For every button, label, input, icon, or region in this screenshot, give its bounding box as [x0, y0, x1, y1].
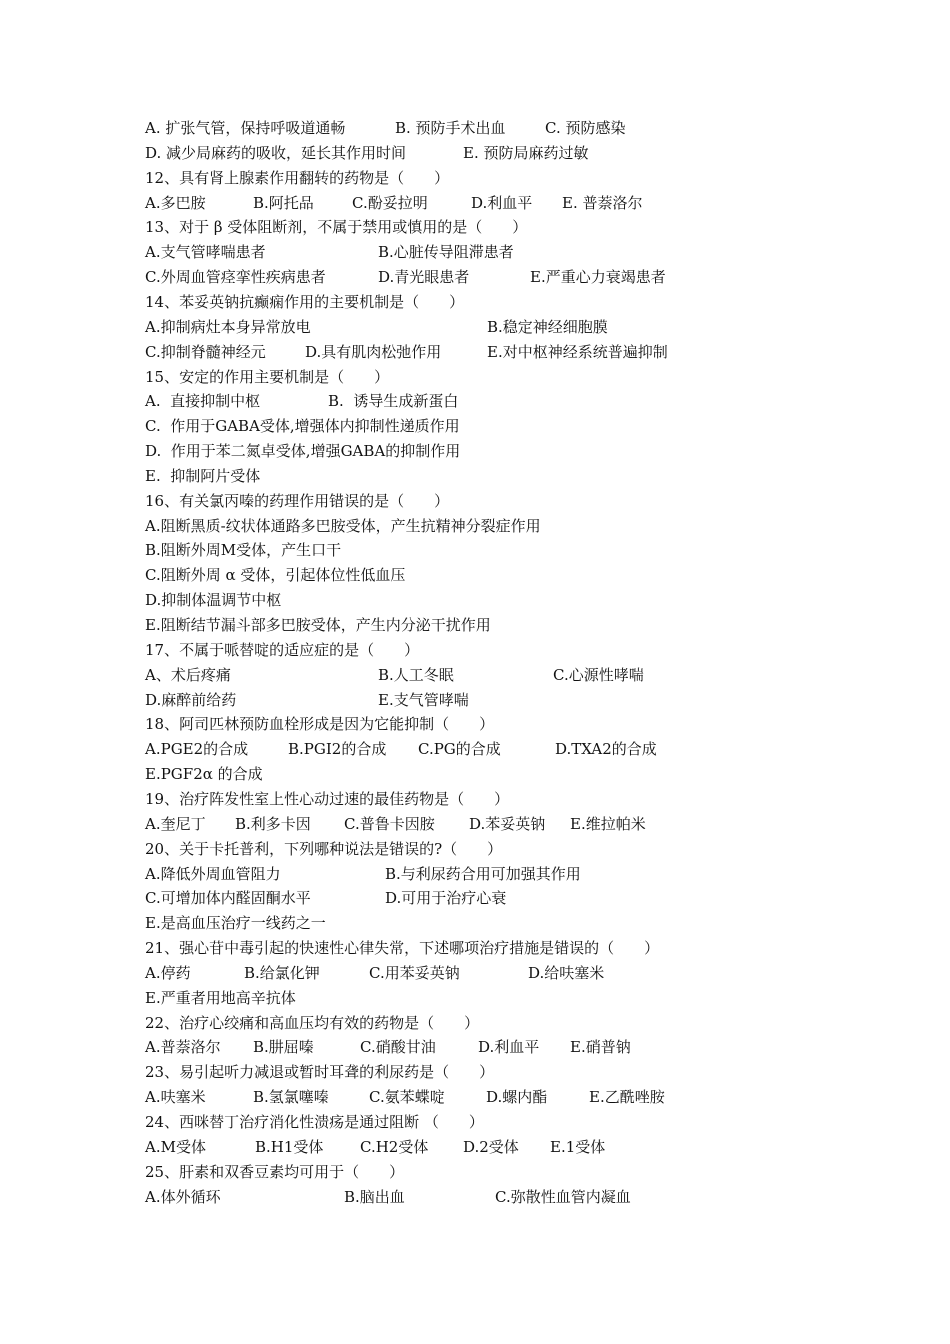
option-text: A.多巴胺 — [145, 193, 206, 212]
option-text: E. 抑制阿片受体 — [145, 466, 261, 485]
question-text: 16、有关氯丙嗪的药理作用错误的是（ ） — [145, 491, 450, 510]
question-text: 20、关于卡托普利，下列哪种说法是错误的?（ ） — [145, 839, 503, 858]
option-text: D.利血平 — [471, 193, 533, 212]
option-text: C.酚妥拉明 — [352, 193, 428, 212]
option-text: A.支气管哮喘患者 — [145, 243, 266, 262]
option-text: B.H1受体 — [255, 1137, 324, 1156]
option-text: D.2受体 — [463, 1137, 519, 1156]
question-text: 25、肝素和双香豆素均可用于（ ） — [145, 1162, 405, 1181]
option-text: A.M受体 — [145, 1137, 206, 1156]
option-text: D.抑制体温调节中枢 — [145, 591, 282, 610]
option-text: C.普鲁卡因胺 — [344, 814, 435, 833]
option-text: D.青光眼患者 — [378, 268, 470, 287]
option-text: B.阿托品 — [253, 193, 314, 212]
option-text: E.PGF2α 的合成 — [145, 765, 263, 784]
question-text: 18、阿司匹林预防血栓形成是因为它能抑制（ ） — [145, 715, 495, 734]
option-text: A.体外循环 — [145, 1187, 221, 1206]
question-text: 23、易引起听力减退或暂时耳聋的利尿药是（ ） — [145, 1063, 495, 1082]
option-text: C.PG的合成 — [418, 740, 501, 759]
option-text: C.硝酸甘油 — [360, 1038, 436, 1057]
question-text: 21、强心苷中毒引起的快速性心律失常，下述哪项治疗措施是错误的（ ） — [145, 939, 660, 958]
question-text: 13、对于 β 受体阻断剂，不属于禁用或慎用的是（ ） — [145, 218, 528, 237]
option-text: C.抑制脊髓神经元 — [145, 342, 266, 361]
option-text: A.停药 — [145, 963, 191, 982]
question-text: 17、不属于哌替啶的适应症的是（ ） — [145, 640, 420, 659]
option-text: D.螺内酯 — [486, 1088, 548, 1107]
option-text: E.1受体 — [550, 1137, 606, 1156]
question-text: 12、具有肾上腺素作用翻转的药物是（ ） — [145, 168, 450, 187]
option-text: E.硝普钠 — [570, 1038, 631, 1057]
option-text: A、术后疼痛 — [145, 665, 231, 684]
option-text: B.心脏传导阻滞患者 — [378, 243, 514, 262]
question-text: 22、治疗心绞痛和高血压均有效的药物是（ ） — [145, 1013, 480, 1032]
option-text: B.阻断外周M受体，产生口干 — [145, 541, 342, 560]
option-text: D.利血平 — [478, 1038, 540, 1057]
option-text: C. 预防感染 — [545, 119, 626, 137]
option-text: C.氨苯蝶啶 — [369, 1088, 445, 1107]
option-text: B.肼屈嗪 — [253, 1038, 314, 1057]
option-text: E.维拉帕米 — [570, 814, 646, 833]
question-text: 14、苯妥英钠抗癫痫作用的主要机制是（ ） — [145, 292, 465, 311]
option-text: D.给呋塞米 — [528, 963, 605, 982]
option-text: C.用苯妥英钠 — [369, 963, 460, 982]
option-text: B. 预防手术出血 — [395, 119, 506, 137]
option-text: A.降低外周血管阻力 — [145, 864, 281, 883]
option-text: E. 普萘洛尔 — [562, 193, 643, 212]
option-text: E.严重者用地高辛抗体 — [145, 988, 296, 1007]
option-text: B.与利尿药合用可加强其作用 — [385, 864, 581, 883]
option-text: E.阻断结节漏斗部多巴胺受体，产生内分泌干扰作用 — [145, 616, 491, 634]
option-text: C.可增加体内醛固酮水平 — [145, 889, 311, 908]
option-text: B.脑出血 — [344, 1187, 405, 1206]
question-text: 19、治疗阵发性室上性心动过速的最佳药物是（ ） — [145, 789, 510, 808]
option-text: E.对中枢神经系统普遍抑制 — [487, 342, 668, 361]
option-text: B.氢氯噻嗪 — [253, 1088, 329, 1107]
option-text: E.是高血压治疗一线药之一 — [145, 914, 326, 933]
option-text: C.外周血管痉挛性疾病患者 — [145, 268, 326, 287]
option-text: A.PGE2的合成 — [145, 740, 249, 759]
question-text: 15、安定的作用主要机制是（ ） — [145, 367, 390, 386]
option-text: D. 作用于苯二氮卓受体,增强GABA的抑制作用 — [145, 442, 461, 461]
option-text: B.利多卡因 — [235, 814, 311, 833]
option-text: E.乙酰唑胺 — [589, 1088, 665, 1107]
option-text: A.奎尼丁 — [145, 814, 206, 833]
option-text: E.严重心力衰竭患者 — [530, 268, 666, 287]
option-text: C.弥散性血管内凝血 — [495, 1187, 631, 1206]
option-text: A.呋塞米 — [145, 1088, 206, 1107]
option-text: E. 预防局麻药过敏 — [463, 143, 589, 162]
option-text: D. 减少局麻药的吸收，延长其作用时间 — [145, 143, 407, 162]
option-text: C. 作用于GABA受体,增强体内抑制性递质作用 — [145, 417, 460, 436]
option-text: B.人工冬眠 — [378, 665, 454, 684]
option-text: B.给氯化钾 — [244, 963, 320, 982]
option-text: D.麻醉前给药 — [145, 690, 237, 709]
option-text: A.阻断黑质-纹状体通路多巴胺受体，产生抗精神分裂症作用 — [145, 516, 541, 535]
option-text: A.普萘洛尔 — [145, 1038, 221, 1057]
option-text: A. 直接抑制中枢 — [145, 392, 261, 411]
option-text: B. 诱导生成新蛋白 — [328, 392, 459, 411]
option-text: A. 扩张气管，保持呼吸道通畅 — [145, 119, 346, 137]
option-text: D.可用于治疗心衰 — [385, 889, 507, 908]
option-text: B.稳定神经细胞膜 — [487, 317, 608, 336]
option-text: D.TXA2的合成 — [555, 740, 657, 759]
option-text: E.支气管哮喘 — [378, 690, 469, 709]
option-text: D.具有肌肉松弛作用 — [305, 342, 442, 361]
option-text: C.心源性哮喘 — [553, 665, 644, 684]
question-text: 24、西咪替丁治疗消化性溃疡是通过阻断 （ ） — [145, 1113, 484, 1131]
option-text: B.PGI2的合成 — [288, 740, 387, 759]
option-text: D.苯妥英钠 — [469, 814, 546, 833]
option-text: C.阻断外周 α 受体，引起体位性低血压 — [145, 566, 406, 585]
option-text: A.抑制病灶本身异常放电 — [145, 317, 311, 336]
option-text: C.H2受体 — [360, 1137, 429, 1156]
